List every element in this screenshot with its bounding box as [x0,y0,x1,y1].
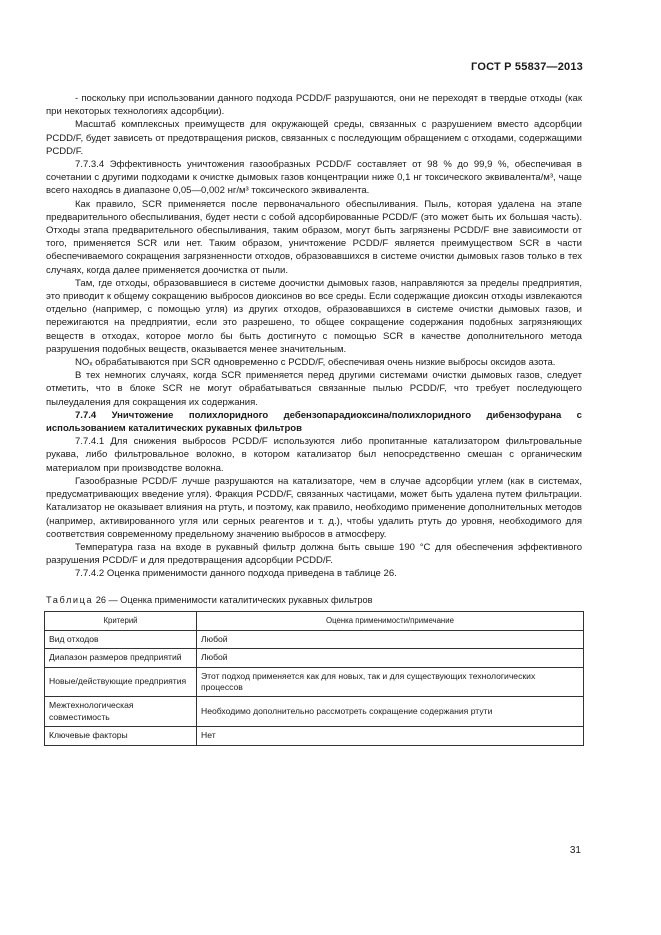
paragraph: 7.7.4.1 Для снижения выбросов PCDD/F используются либо пропитанные катализатором фильтровальные рукава, либо фильтровальное волокно, в котором катализатор был непосредственно смешан с органическим материалом при производстве волокна. [46,436,582,474]
table-caption-title: 26 — Оценка применимости каталитических рукавных фильтров [93,594,373,605]
table-row [45,649,584,667]
paragraph: Газообразные PCDD/F лучше разрушаются на катализаторе, чем в случае адсорбции углем (как в системах, предусматривающих введение угля). Фракция PCDD/F, связанных частицами, может быть удалена путем фильтрации. Катализатор не оказывает влияния на ртуть, и поэтому, как правило, необходимо применение дополнительных методов (например, активированного угля или серных реагентов и т. д.), чтобы удалить ртуть до уровня, необходимого для соответствия современному предельному значению выбросов в атмосферу. [46,475,582,540]
paragraph-list [46,92,582,581]
paragraph: 7.7.4.2 Оценка применимости данного подхода приведена в таблице 26. [75,568,397,580]
paragraph: Как правило, SCR применяется после первоначального обеспыливания. Пыль, которая удалена на этапе предварительного обеспыливания, будет нести с собой адсорбированные PCDD/F (это может быть их большая часть). Отходы этапа предварительного обеспыливания, таким образом, могут быть загрязнены PCDD/F вне зависимости от того, применяется SCR или нет. Таким образом, уничтожение PCDD/F является преимуществом SCR в части обеспечиваемого сокращения загрязненности отходов, образовавшихся в системе очистки дымовых газов только в тех случаях, когда далее применяется доочистка от пыли. [46,198,582,276]
paragraph: В тех немногих случаях, когда SCR применяется перед другими системами очистки дымовых газов, следует отметить, что в блоке SCR не могут обрабатываться связанные пылью PCDD/F, что требует последующего пылеудаления для сокращения их содержания. [46,370,582,408]
table-row [45,697,584,727]
table-header-row [45,611,584,630]
table-caption [46,594,582,607]
table-caption-label: Таблица [46,594,94,605]
paragraph: NOₓ обрабатываются при SCR одновременно с PCDD/F, обеспечивая очень низкие выбросы оксидов азота. [75,357,556,369]
paragraph: 7.7.3.4 Эффективность уничтожения газообразных PCDD/F составляет от 98 % до 99,9 %, обеспечивая в сочетании с другими подходами к очистке дымовых газов концентрации ниже 0,1 нг токсического эквивалента/м³, чаще всего находясь в диапазоне 0,05—0,002 нг/м³ токсического эквивалента. [46,159,582,197]
table-cell-criterion: Вид отходов [45,630,197,648]
table-cell-assessment: Нет [197,727,584,745]
table-cell-assessment: Любой [197,649,584,667]
table-header-criterion: Критерий [45,611,197,630]
table-cell-criterion: Межтехнологическая совместимость [45,697,197,727]
table-cell-assessment: Любой [197,630,584,648]
table-row [45,630,584,648]
table-cell-assessment: Необходимо дополнительно рассмотреть сокращение содержания ртути [197,697,584,727]
paragraph: - поскольку при использовании данного подхода PCDD/F разрушаются, они не переходят в твердые отходы (как при некоторых технологиях адсорбции). [46,93,582,118]
table-cell-criterion: Ключевые факторы [45,727,197,745]
page-number: 31 [569,845,581,856]
table-cell-assessment: Этот подход применяется как для новых, так и для существующих технологических процессов [197,667,584,697]
table-cell-criterion: Новые/действующие предприятия [45,667,197,697]
table-row [45,667,584,697]
table-cell-criterion: Диапазон размеров предприятий [45,649,197,667]
paragraph: Масштаб комплексных преимуществ для окружающей среды, связанных с разрушением вместо адсорбции PCDD/F, будет зависеть от предотвращения рисков, связанных с последующим обращением с отходами, содержащими PCDD/F. [46,119,582,157]
paragraph: Температура газа на входе в рукавный фильтр должна быть свыше 190 °С для обеспечения эффективного разрушения PCDD/F и для предотвращения адсорбции PCDD/F. [46,541,582,567]
document-code: ГОСТ Р 55837—2013 [471,61,583,73]
applicability-table [44,611,584,746]
section-heading: 7.7.4 Уничтожение полихлоридного дебензопарадиоксина/полихлоридного дибензофурана с использованием каталитических рукавных фильтров [46,409,582,435]
document-body [46,92,582,746]
table-row [45,727,584,745]
paragraph: Там, где отходы, образовавшиеся в системе доочистки дымовых газов, направляются за пределы предприятия, это приводит к общему сокращению выбросов диоксинов во все среды. Если содержащие диоксин отходы извлекаются отдельно (например, с помощью угля) из других отходов, образовавшихся в системе очистки дымовых газов, и пережигаются на предприятии, если это разрешено, то общее сокращение содержания подобных загрязняющих веществ в отходах, которое могло бы быть достигнуто с помощью SCR в качестве дополнительного метода разрушения подобных веществ, оказывается менее значительным. [46,277,582,355]
table-header-assessment: Оценка применимости/примечание [197,611,584,630]
